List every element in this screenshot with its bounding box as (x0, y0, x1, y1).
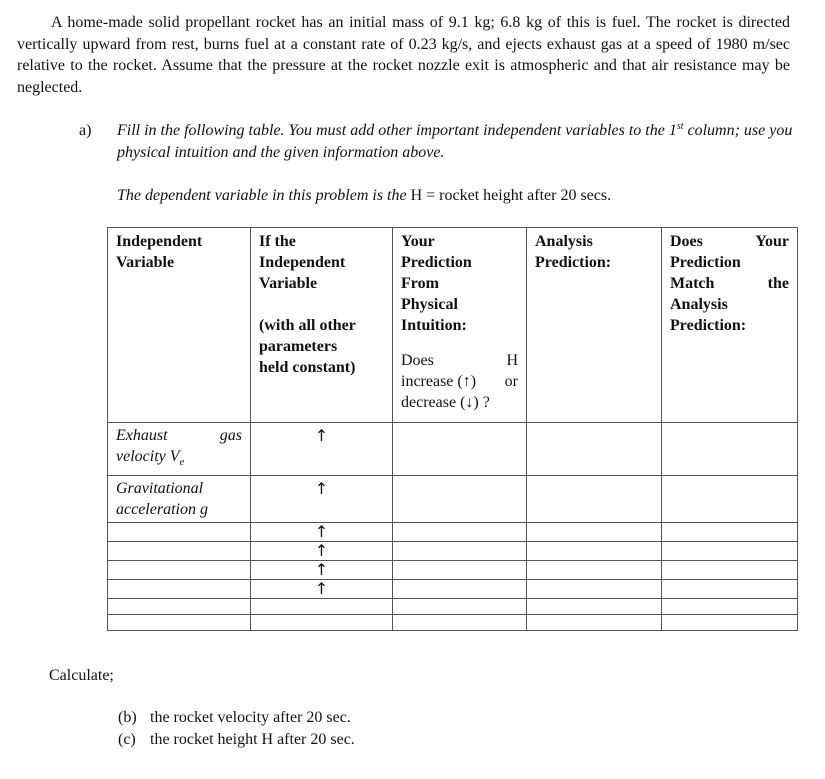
instruction-superscript: st (676, 121, 684, 132)
match-cell[interactable] (662, 423, 798, 476)
up-arrow-icon: ↑ (251, 476, 393, 523)
match-cell[interactable] (662, 561, 798, 580)
match-cell[interactable] (662, 599, 798, 615)
analysis-cell[interactable] (527, 423, 662, 476)
variable-cell-empty[interactable] (108, 599, 251, 615)
variable-cell-empty[interactable] (108, 542, 251, 561)
direction-cell-empty[interactable] (251, 599, 393, 615)
variable-cell-empty[interactable] (108, 615, 251, 631)
analysis-cell[interactable] (527, 476, 662, 523)
match-cell[interactable] (662, 580, 798, 599)
prediction-cell[interactable] (393, 615, 527, 631)
header-analysis-prediction: Analysis Prediction: (527, 228, 662, 423)
prediction-cell[interactable] (393, 542, 527, 561)
direction-cell-empty[interactable] (251, 615, 393, 631)
list-item (118, 729, 355, 751)
header-prediction-match: Does Your Prediction Match the Analysis Prediction: (662, 228, 798, 423)
calculate-label: Calculate; (49, 667, 114, 684)
variable-cell-empty[interactable] (108, 523, 251, 542)
variable-cell-exhaust-velocity: Exhaust gas velocity $V_e$ (108, 423, 251, 476)
prediction-cell[interactable] (393, 523, 527, 542)
prediction-cell[interactable] (393, 580, 527, 599)
part-a-instruction (117, 120, 797, 163)
list-item (118, 707, 355, 729)
table-row (108, 615, 798, 631)
item-b-text: the rocket velocity after 20 sec. (150, 709, 351, 726)
table-row (108, 599, 798, 615)
up-arrow-icon: ↑ (251, 423, 393, 476)
prediction-cell[interactable] (393, 476, 527, 523)
analysis-cell[interactable] (527, 542, 662, 561)
match-cell[interactable] (662, 523, 798, 542)
instruction-line-1: Fill in the following table. You must add other important independent variables to the 1 (117, 122, 677, 139)
instruction-line-2: column; use you physical intuition and the given information above. (117, 122, 793, 161)
match-cell[interactable] (662, 615, 798, 631)
dependent-variable-note (117, 185, 797, 207)
analysis-cell[interactable] (527, 615, 662, 631)
table-row (108, 542, 798, 561)
variable-cell-empty[interactable] (108, 561, 251, 580)
header-independent-variable: Independent Variable (108, 228, 251, 423)
problem-statement: A home-made solid propellant rocket has an initial mass of 9.1 kg; 6.8 kg of this is fuel. The rocket is directed vertically upward from rest, burns fuel at a constant rate of 0.23 kg/s, and ejects exhaust gas at a speed of 1980 m/sec relative to the rocket. Assume that the pressure at the rocket nozzle exit is atmospheric and that air resistance may be neglected. (17, 14, 790, 96)
table-row (108, 523, 798, 542)
prediction-cell[interactable] (393, 599, 527, 615)
table-header-row (108, 228, 798, 423)
up-arrow-icon: ↑ (251, 542, 393, 561)
item-b-label: (b) (118, 709, 137, 726)
table-row (108, 423, 798, 476)
header-if-independent-variable: If the Independent Variable (with all other parameters held constant) (251, 228, 393, 423)
match-cell[interactable] (662, 542, 798, 561)
variable-cell-empty[interactable] (108, 580, 251, 599)
analysis-cell[interactable] (527, 580, 662, 599)
up-arrow-icon: ↑ (251, 580, 393, 599)
part-a-label: a) (79, 122, 92, 139)
prediction-table (107, 227, 798, 631)
up-arrow-icon: ↑ (251, 523, 393, 542)
item-c-label: (c) (118, 730, 136, 748)
calculate-items (118, 707, 355, 750)
item-c-text: the rocket height H after 20 sec. (150, 730, 355, 748)
table-row (108, 580, 798, 599)
variable-cell-gravity: Gravitational acceleration g (108, 476, 251, 523)
table-row (108, 561, 798, 580)
dependent-prefix: The dependent variable in this problem is the (117, 187, 407, 204)
match-cell[interactable] (662, 476, 798, 523)
analysis-cell[interactable] (527, 599, 662, 615)
prediction-cell[interactable] (393, 423, 527, 476)
up-arrow-icon: ↑ (251, 561, 393, 580)
analysis-cell[interactable] (527, 523, 662, 542)
prediction-cell[interactable] (393, 561, 527, 580)
dependent-value: H = rocket height after 20 secs. (410, 187, 612, 204)
table-row (108, 476, 798, 523)
header-your-prediction: Your Prediction From Physical Intuition: Does H increase (↑) or decrease (↓) ? (393, 228, 527, 423)
analysis-cell[interactable] (527, 561, 662, 580)
